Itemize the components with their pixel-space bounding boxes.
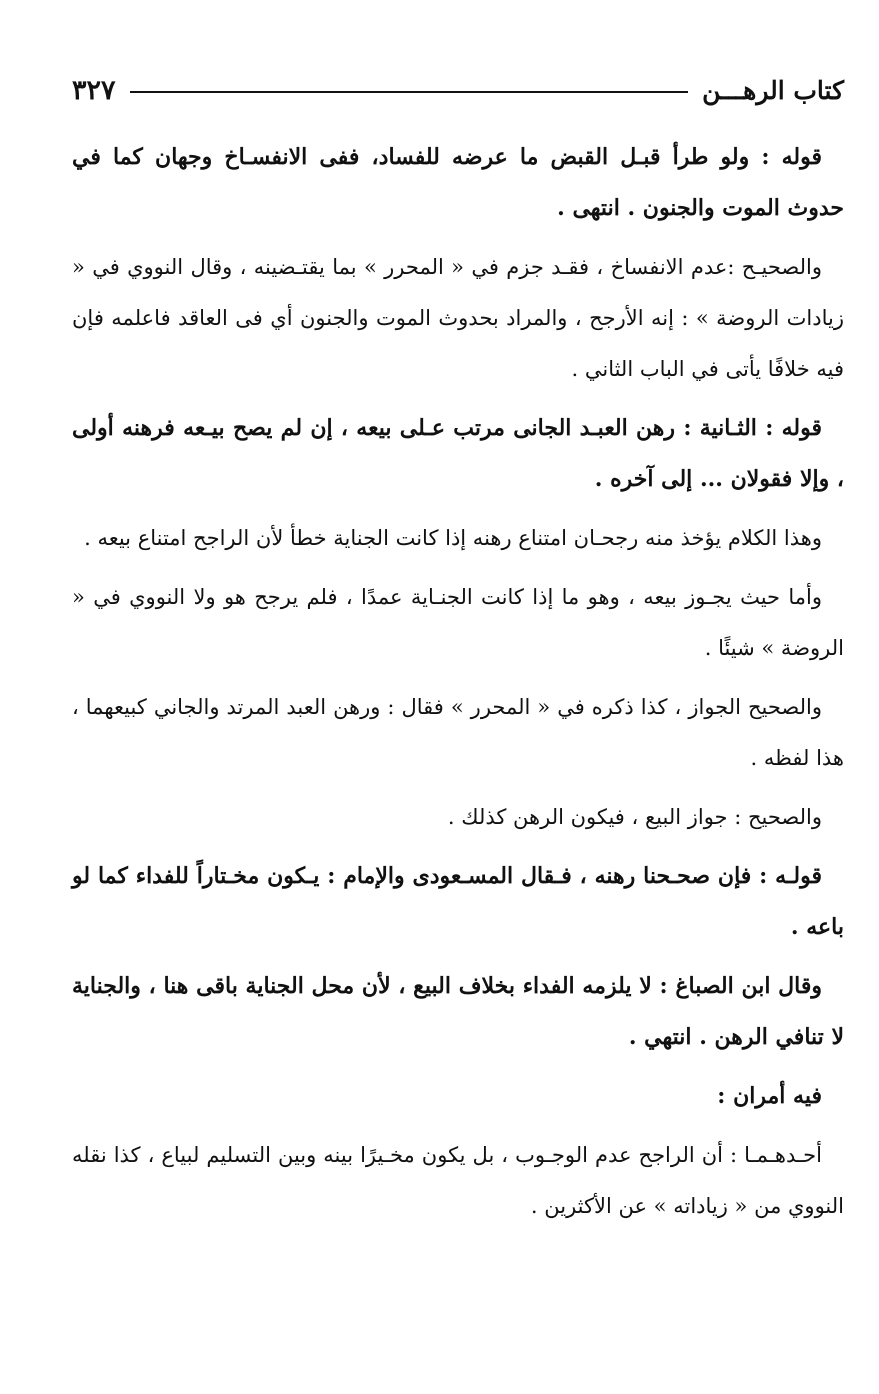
paragraph-quote-3: قولـه : فإن صحـحنا رهنه ، فـقال المسـعودى والإمام : يـكون مخـتاراً للفداء كما لو باعه .	[72, 863, 844, 940]
paragraph-commentary-3: وأما حيث يجـوز بيعه ، وهو ما إذا كانت الجنـاية عمدًا ، فلم يرجح هو ولا النووي في « الروضة » شيئًا .	[72, 585, 844, 660]
page-number: ٣٢٧	[72, 74, 116, 106]
paragraph-quote-1: قوله : ولو طرأ قبـل القبض ما عرضه للفساد، ففى الانفسـاخ وجهان كما في حدوث الموت والجنون . انتهى .	[72, 144, 844, 221]
paragraph-commentary-1: والصحيـح :عدم الانفساخ ، فقـد جزم في « المحرر » بما يقتـضينه ، وقال النووي في « زيادات الروضة » : إنه الأرجح ، والمراد بحدوث الموت والجنون أي فى العاقد فاعلمه فإن فيه خلافًا يأتى في الباب الثاني .	[72, 255, 844, 381]
paragraph-commentary-6: أحـدهـمـا : أن الراجح عدم الوجـوب ، بل يكون مخـيرًا بينه وبين التسليم لبياع ، كذا نقله النووي من « زياداته » عن الأكثرين .	[72, 1143, 844, 1218]
paragraph-commentary-5: والصحيح : جواز البيع ، فيكون الرهن كذلك .	[447, 805, 822, 829]
book-page	[72, 60, 844, 1240]
subheading: فيه أمران :	[717, 1083, 822, 1109]
paragraph-quote-2: قوله : الثـانية : رهن العبـد الجانى مرتب عـلى بيعه ، إن لم يصح بيـعه فرهنه أولى ، وإلا فقولان ... إلى آخره .	[72, 415, 844, 492]
running-header	[72, 60, 844, 120]
paragraph-commentary-2: وهذا الكلام يؤخذ منه رجحـان امتناع رهنه إذا كانت الجناية خطأ لأن الراجح امتناع بيعه .	[84, 526, 822, 550]
header-rule	[130, 91, 689, 93]
paragraph-quote-4: وقال ابن الصباغ : لا يلزمه الفداء بخلاف البيع ، لأن محل الجناية باقى هنا ، والجناية لا تنافي الرهن . انتهي .	[72, 973, 844, 1050]
paragraph-commentary-4: والصحيح الجواز ، كذا ذكره في « المحرر » فقال : ورهن العبد المرتد والجاني كبيعهما ، هذا لفظه .	[72, 695, 844, 770]
chapter-title: كتاب الرهـــن	[702, 75, 844, 105]
page-body	[72, 132, 844, 1232]
